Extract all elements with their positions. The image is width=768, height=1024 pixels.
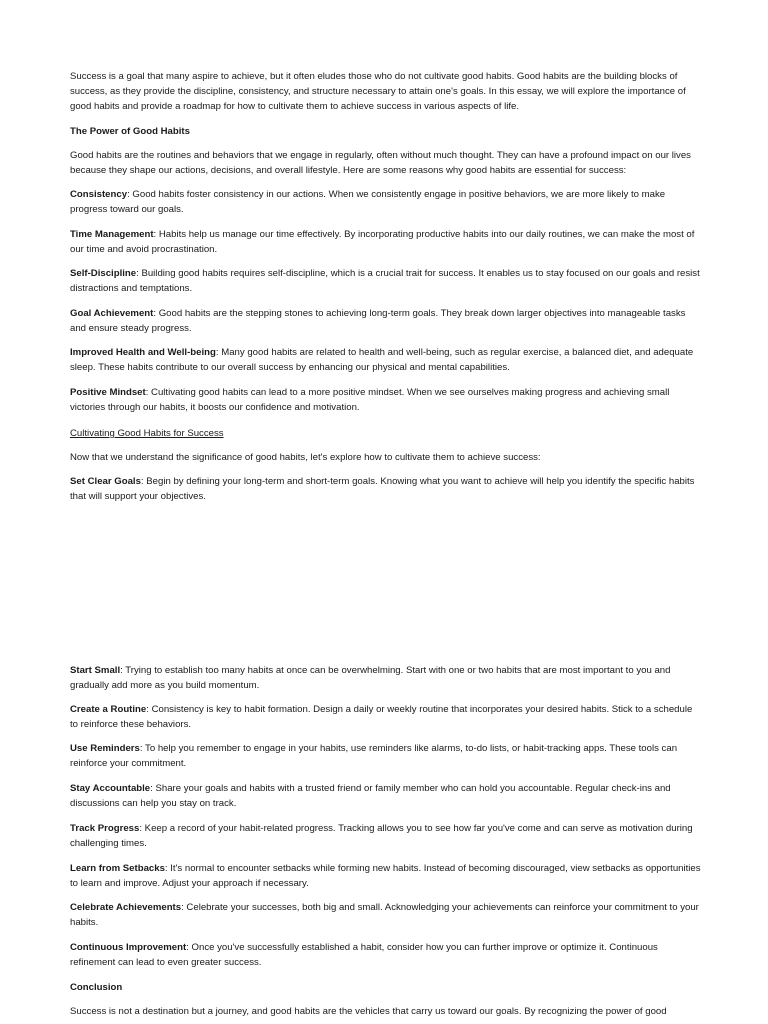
- term-health: Improved Health and Well-being: [70, 347, 216, 358]
- heading-cultivating-good-habits: Cultivating Good Habits for Success: [70, 428, 224, 439]
- term-positive-mindset: Positive Mindset: [70, 387, 146, 398]
- list-item: [70, 900, 702, 930]
- desc-learn-from-setbacks: : It's normal to encounter setbacks while forming new habits. Instead of becoming discouraged, view setbacks as opportunities to learn and improve. Adjust your approach if necessary.: [70, 863, 701, 889]
- section-heading-power: [70, 124, 702, 139]
- term-track-progress: Track Progress: [70, 823, 140, 834]
- heading-conclusion: Conclusion: [70, 982, 123, 993]
- desc-set-clear-goals: : Begin by defining your long-term and short-term goals. Knowing what you want to achieve will help you identify the specific habits that will support your objectives.: [70, 476, 695, 502]
- desc-create-routine: : Consistency is key to habit formation. Design a daily or weekly routine that incorporates your desired habits. Stick to a schedule to reinforce these behaviors.: [70, 704, 693, 730]
- term-time-management: Time Management: [70, 229, 154, 240]
- term-learn-from-setbacks: Learn from Setbacks: [70, 863, 165, 874]
- desc-celebrate-achievements: : Celebrate your successes, both big and small. Acknowledging your achievements can reinforce your commitment to your habits.: [70, 902, 699, 928]
- desc-use-reminders: : To help you remember to engage in your habits, use reminders like alarms, to-do lists, or habit-tracking apps. These tools can reinforce your commitment.: [70, 743, 678, 769]
- list-item: [70, 741, 702, 771]
- desc-self-discipline: : Building good habits requires self-discipline, which is a crucial trait for success. It enables us to stay focused on our goals and resist distractions and temptations.: [70, 268, 700, 294]
- term-self-discipline: Self-Discipline: [70, 268, 137, 279]
- list-item: [70, 821, 702, 851]
- term-start-small: Start Small: [70, 665, 121, 676]
- list-item: [70, 345, 702, 375]
- term-goal-achievement: Goal Achievement: [70, 308, 154, 319]
- term-stay-accountable: Stay Accountable: [70, 783, 151, 794]
- desc-consistency: : Good habits foster consistency in our actions. When we consistently engage in positive behaviors, we are more likely to make progress toward our goals.: [70, 189, 666, 215]
- desc-time-management: : Habits help us manage our time effectively. By incorporating productive habits into our daily routines, we can make the most of our time and avoid procrastination.: [70, 229, 695, 255]
- intro-paragraph: [70, 69, 702, 114]
- list-item: [70, 306, 702, 336]
- heading-power-of-good-habits: The Power of Good Habits: [70, 126, 190, 137]
- term-create-routine: Create a Routine: [70, 704, 147, 715]
- list-item: [70, 227, 702, 257]
- desc-positive-mindset: : Cultivating good habits can lead to a more positive mindset. When we see ourselves making progress and achieving small victories through our habits, it boosts our confidence and motivation.: [70, 387, 670, 413]
- section2-intro: [70, 450, 702, 465]
- section-heading-conclusion: [70, 980, 702, 995]
- section1-intro-text: Good habits are the routines and behaviors that we engage in regularly, often without much thought. They can have a profound impact on our lives because they shape our actions, decisions, and overall lifestyle. Here are some reasons why good habits are essential for success:: [70, 150, 691, 176]
- desc-track-progress: : Keep a record of your habit-related progress. Tracking allows you to see how far you've come and can serve as motivation during challenging times.: [70, 823, 693, 849]
- term-use-reminders: Use Reminders: [70, 743, 140, 754]
- list-item: [70, 781, 702, 811]
- conclusion-paragraph: [70, 1004, 702, 1019]
- desc-stay-accountable: : Share your goals and habits with a trusted friend or family member who can hold you accountable. Regular check-ins and discussions can help you stay on track.: [70, 783, 671, 809]
- desc-goal-achievement: : Good habits are the stepping stones to achieving long-term goals. They break down larger objectives into manageable tasks and ensure steady progress.: [70, 308, 686, 334]
- term-consistency: Consistency: [70, 189, 128, 200]
- section1-intro: [70, 148, 702, 178]
- section2-intro-text: Now that we understand the significance of good habits, let's explore how to cultivate them to achieve success:: [70, 452, 541, 463]
- list-item: [70, 474, 702, 504]
- list-item: [70, 385, 702, 415]
- list-item: [70, 861, 702, 891]
- conclusion-text: Success is not a destination but a journey, and good habits are the vehicles that carry us toward our goals. By recognizing the power of good: [70, 1006, 667, 1017]
- list-item: [70, 266, 702, 296]
- term-continuous-improvement: Continuous Improvement: [70, 942, 187, 953]
- list-item: [70, 187, 702, 217]
- desc-continuous-improvement: : Once you've successfully established a habit, consider how you can further improve or optimize it. Continuous refinement can lead to even greater success.: [70, 942, 658, 968]
- list-item: [70, 663, 702, 693]
- desc-start-small: : Trying to establish too many habits at once can be overwhelming. Start with one or two habits that are most important to you and gradually add more as you build momentum.: [70, 665, 671, 691]
- list-item: [70, 702, 702, 732]
- list-item: [70, 940, 702, 970]
- term-set-clear-goals: Set Clear Goals: [70, 476, 141, 487]
- desc-health: : Many good habits are related to health and well-being, such as regular exercise, a balanced diet, and adequate sleep. These habits contribute to our overall success by enhancing our physical and mental capabilities.: [70, 347, 694, 373]
- section-heading-cultivating: [70, 426, 702, 441]
- intro-text: Success is a goal that many aspire to achieve, but it often eludes those who do not cultivate good habits. Good habits are the building blocks of success, as they provide the discipline, consistency, and structure necessary to attain one's goals. In this essay, we will explore the importance of good habits and provide a roadmap for how to cultivate them to achieve success in various aspects of life.: [70, 71, 686, 112]
- term-celebrate-achievements: Celebrate Achievements: [70, 902, 182, 913]
